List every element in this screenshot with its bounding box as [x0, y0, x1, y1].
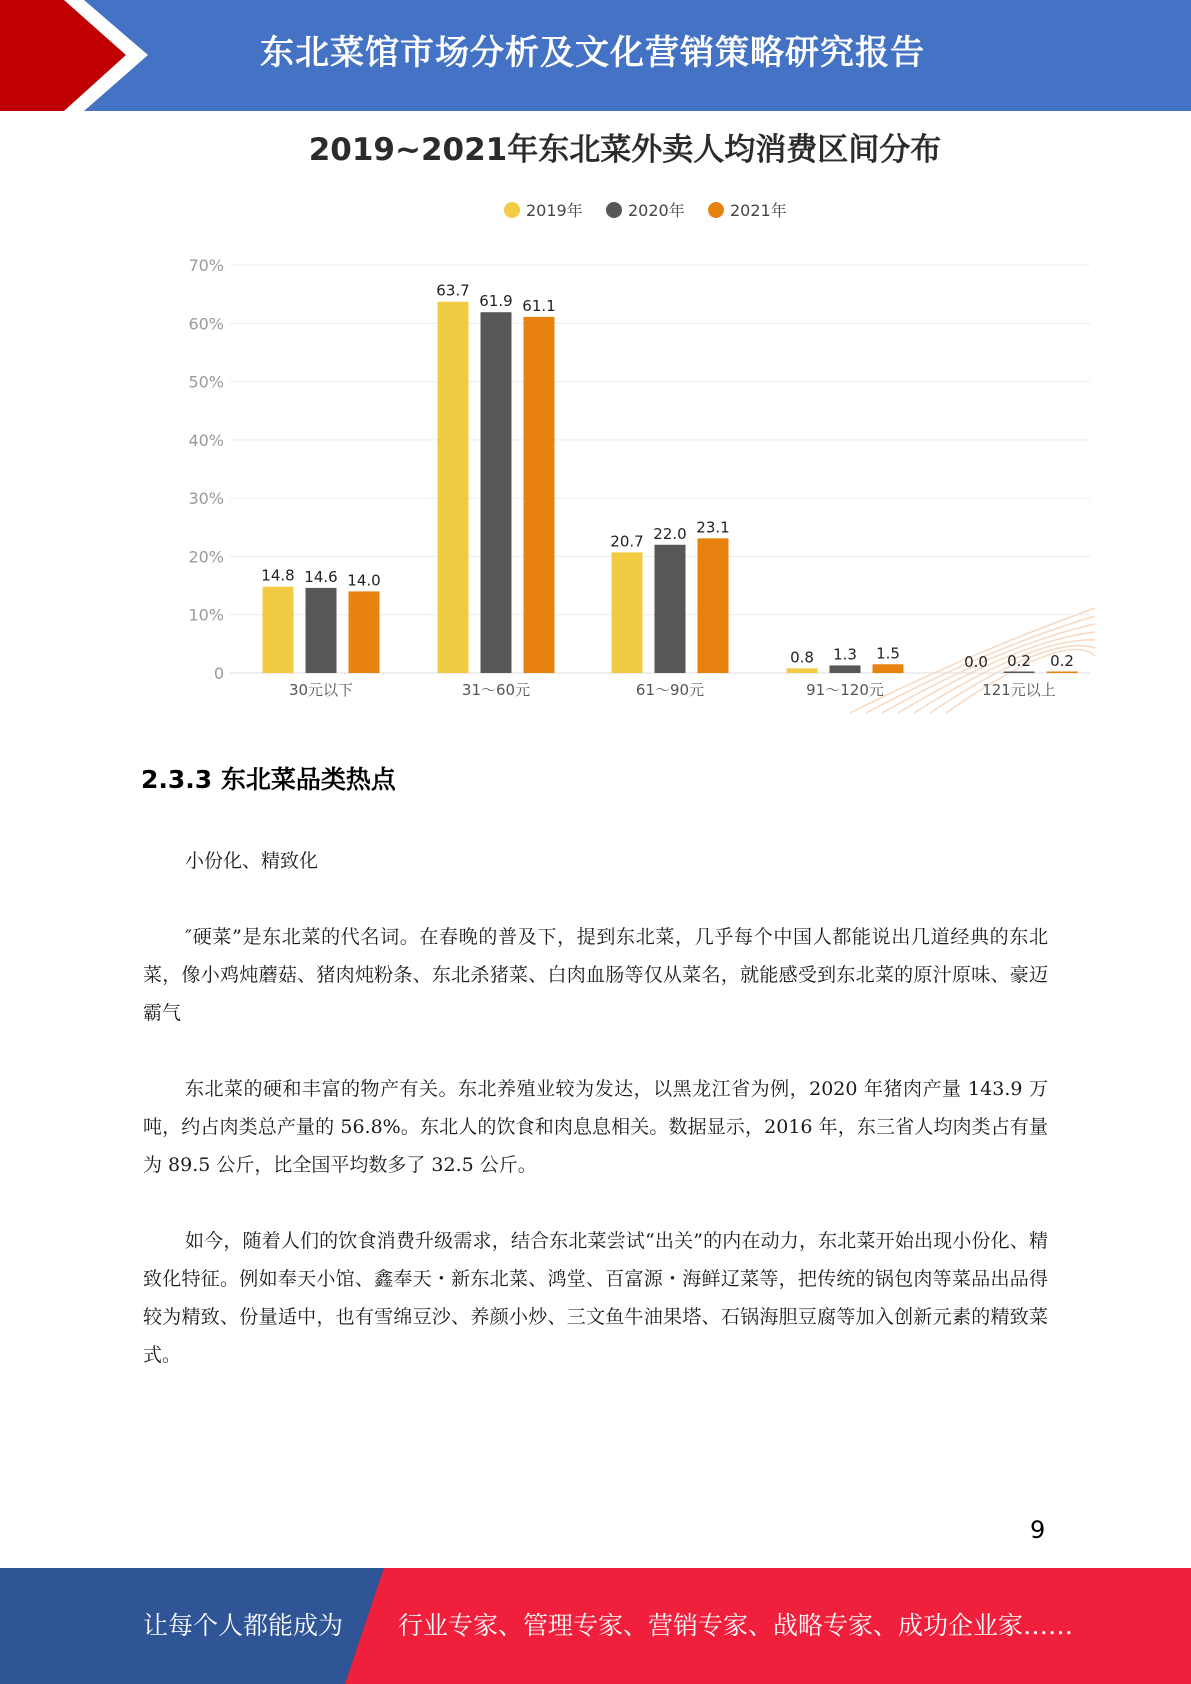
- data-label: 20.7: [610, 532, 644, 551]
- legend-marker-2: [606, 202, 622, 218]
- data-label: 0.2: [1050, 651, 1074, 670]
- footer-slogan-right: 行业专家、管理专家、营销专家、战略专家、成功企业家……: [398, 1611, 1074, 1640]
- page-number: 9: [1030, 1516, 1046, 1544]
- bar-4-1: [787, 668, 818, 673]
- bar-5-3: [1047, 672, 1078, 674]
- bar-2-3: [524, 317, 555, 673]
- legend-label-2: 2020年: [628, 201, 685, 220]
- data-label: 22.0: [653, 524, 687, 543]
- report-title: 东北菜馆市场分析及文化营销策略研究报告: [260, 33, 925, 73]
- data-label: 0.0: [964, 653, 988, 671]
- x-tick-label: 30元以下: [288, 681, 354, 699]
- data-label: 14.0: [347, 571, 381, 590]
- y-tick-label: 40%: [188, 430, 224, 450]
- data-label: 23.1: [696, 518, 730, 537]
- bar-1-1: [263, 587, 294, 673]
- bar-5-2: [1004, 672, 1035, 674]
- bar-4-3: [873, 664, 904, 673]
- y-tick-label: 0: [213, 664, 224, 683]
- bar-2-1: [438, 302, 469, 673]
- data-label: 61.9: [479, 292, 513, 311]
- page-header: [0, 0, 1191, 111]
- legend-marker-3: [708, 202, 724, 218]
- x-tick-label: 91～120元: [806, 681, 884, 699]
- y-tick-label: 10%: [188, 605, 224, 625]
- chart-svg: [150, 128, 1100, 718]
- x-tick-label: 121元以上: [982, 681, 1056, 699]
- bar-2-2: [481, 312, 512, 673]
- data-label: 1.5: [876, 644, 900, 663]
- data-label: 1.3: [833, 645, 857, 664]
- legend-marker-1: [504, 202, 520, 218]
- data-label: 61.1: [522, 296, 556, 315]
- page-footer: [0, 1568, 1191, 1684]
- bar-4-2: [830, 665, 861, 673]
- paragraph: 如今，随着人们的饮食消费升级需求，结合东北菜尝试“出关”的内在动力，东北菜开始出现小份化、精致化特征。例如奉天小馆、鑫奉天・新东北菜、鸿堂、百富源・海鲜辽菜等，把传统的锅包肉等菜品出品得较为精致、份量适中，也有雪绵豆沙、养颜小炒、三文鱼牛油果塔、石锅海胆豆腐等加入创新元素的精致菜式。: [143, 1230, 1048, 1366]
- paragraph-subheading: 小份化、精致化: [185, 850, 319, 872]
- legend-label-3: 2021年: [730, 201, 787, 220]
- x-tick-label: 61～90元: [635, 681, 705, 699]
- data-label: 14.6: [304, 567, 338, 586]
- y-tick-label: 50%: [188, 372, 224, 392]
- x-tick-label: 31～60元: [461, 681, 531, 699]
- data-label: 14.8: [261, 566, 295, 585]
- y-tick-label: 20%: [188, 547, 224, 567]
- bar-3-1: [612, 552, 643, 673]
- bar-3-3: [698, 538, 729, 673]
- y-tick-label: 30%: [188, 489, 224, 509]
- legend-label-1: 2019年: [526, 201, 583, 220]
- chart-title: 2019~2021年东北菜外卖人均消费区间分布: [308, 132, 942, 168]
- bar-chart: [150, 128, 1100, 718]
- footer-slogan-left: 让每个人都能成为: [143, 1611, 344, 1640]
- bar-1-2: [306, 588, 337, 673]
- data-label: 0.2: [1007, 651, 1031, 670]
- bar-3-2: [655, 545, 686, 673]
- data-label: 63.7: [436, 281, 470, 300]
- section-heading: 2.3.3 东北菜品类热点: [141, 765, 396, 794]
- y-tick-label: 60%: [188, 314, 224, 334]
- paragraph: ″硬菜”是东北菜的代名词。在春晚的普及下，提到东北菜，几乎每个中国人都能说出几道经典的东北菜，像小鸡炖蘑菇、猪肉炖粉条、东北杀猪菜、白肉血肠等仅从菜名，就能感受到东北菜的原汁原味、豪迈霸气: [143, 926, 1048, 1024]
- data-label: 0.8: [790, 648, 814, 667]
- y-tick-label: 70%: [188, 256, 224, 275]
- paragraph: 东北菜的硬和丰富的物产有关。东北养殖业较为发达，以黑龙江省为例，2020 年猪肉产量 143.9 万吨，约占肉类总产量的 56.8%。东北人的饮食和肉息息相关。数据显示，2016 年，东三省人均肉类占有量为 89.5 公斤，比全国平均数多了 32.5 公斤。: [143, 1078, 1048, 1176]
- bar-1-3: [349, 591, 380, 673]
